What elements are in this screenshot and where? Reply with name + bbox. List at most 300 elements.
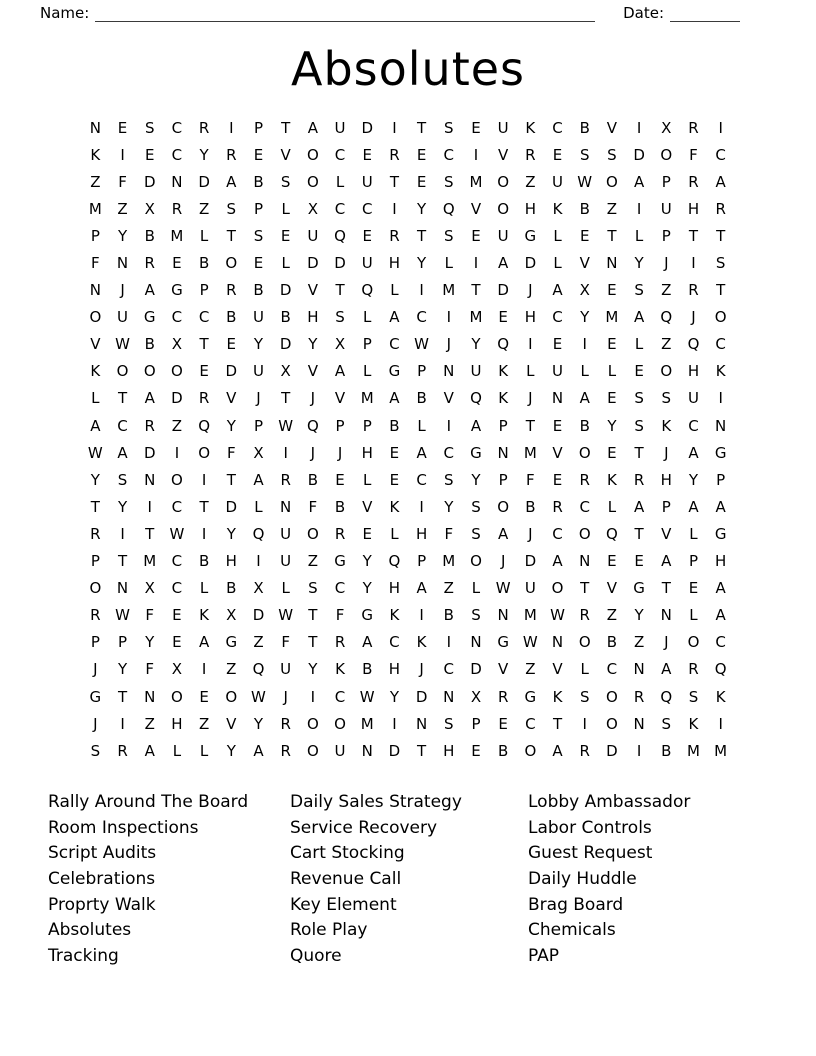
grid-letter: I: [283, 443, 288, 462]
grid-letter: A: [144, 389, 155, 408]
grid-letter: G: [470, 443, 482, 462]
grid-letter: W: [577, 172, 593, 191]
grid-letter: K: [552, 687, 563, 706]
grid-letter: N: [116, 579, 129, 598]
grid-letter: U: [280, 552, 292, 571]
grid-letter: L: [199, 226, 209, 245]
grid-letter: L: [281, 579, 290, 598]
grid-letter: L: [689, 606, 698, 625]
grid-letter: E: [362, 524, 372, 543]
grid-letter: R: [144, 416, 155, 435]
grid-letter: S: [579, 145, 590, 164]
grid-letter: U: [361, 172, 373, 191]
grid-letter: S: [688, 687, 699, 706]
grid-letter: O: [171, 687, 183, 706]
grid-letter: N: [144, 470, 156, 489]
date-label: Date:: [623, 4, 664, 22]
grid-letter: S: [634, 281, 644, 300]
grid-letter: C: [171, 552, 183, 571]
grid-letter: T: [661, 579, 671, 598]
grid-letter: Y: [389, 687, 399, 706]
grid-letter: O: [225, 687, 238, 706]
grid-letter: B: [334, 497, 346, 516]
grid-letter: O: [89, 579, 102, 598]
grid-letter: S: [117, 470, 128, 489]
grid-letter: A: [389, 389, 400, 408]
grid-letter: Z: [198, 199, 210, 218]
grid-letter: U: [280, 660, 292, 679]
grid-letter: H: [687, 199, 700, 218]
grid-letter: O: [143, 362, 156, 381]
grid-letter: B: [661, 741, 672, 760]
grid-letter: B: [198, 254, 210, 273]
grid-letter: Z: [117, 199, 128, 218]
grid-letter: O: [578, 633, 591, 652]
grid-letter: A: [470, 416, 482, 435]
grid-letter: J: [337, 443, 343, 462]
grid-letter: A: [633, 308, 645, 327]
grid-letter: J: [691, 308, 696, 327]
grid-letter: E: [634, 552, 644, 571]
grid-letter: I: [201, 470, 207, 489]
grid-letter: L: [553, 226, 562, 245]
grid-letter: T: [471, 281, 481, 300]
grid-letter: X: [579, 281, 590, 300]
grid-letter: E: [552, 335, 563, 354]
grid-letter: A: [144, 281, 155, 300]
grid-letter: X: [334, 335, 346, 354]
grid-letter: L: [689, 524, 698, 543]
grid-letter: R: [90, 524, 101, 543]
grid-letter: C: [443, 660, 455, 679]
grid-letter: N: [171, 172, 183, 191]
grid-letter: S: [661, 389, 672, 408]
grid-letter: Y: [362, 552, 372, 571]
grid-letter: E: [498, 714, 508, 733]
grid-letter: S: [335, 308, 345, 327]
grid-letter: L: [580, 660, 589, 679]
grid-letter: M: [605, 308, 619, 327]
grid-letter: D: [171, 389, 183, 408]
grid-letter: O: [306, 741, 319, 760]
grid-letter: O: [470, 552, 482, 571]
grid-letter: Y: [226, 524, 236, 543]
grid-letter: V: [280, 145, 291, 164]
grid-letter: T: [716, 281, 726, 300]
grid-letter: E: [253, 254, 264, 273]
grid-letter: N: [415, 714, 428, 733]
grid-letter: I: [473, 145, 479, 164]
grid-letter: B: [144, 226, 155, 245]
grid-letter: O: [306, 172, 319, 191]
grid-letter: Q: [442, 199, 455, 218]
grid-letter: C: [334, 199, 346, 218]
grid-letter: S: [471, 497, 481, 516]
word-list-item: Labor Controls: [528, 817, 652, 838]
grid-letter: R: [226, 281, 237, 300]
word-list-item: Service Recovery: [290, 817, 438, 838]
grid-letter: O: [606, 687, 618, 706]
grid-letter: A: [389, 308, 400, 327]
grid-letter: C: [334, 579, 346, 598]
grid-letter: T: [199, 497, 209, 516]
grid-letter: B: [362, 660, 373, 679]
grid-letter: H: [524, 199, 536, 218]
grid-letter: C: [389, 335, 400, 354]
grid-letter: F: [145, 660, 155, 679]
grid-letter: I: [582, 335, 587, 354]
grid-letter: C: [443, 145, 455, 164]
grid-letter: N: [361, 741, 373, 760]
grid-letter: N: [144, 687, 156, 706]
grid-letter: I: [446, 416, 451, 435]
grid-letter: P: [253, 199, 263, 218]
grid-letter: C: [171, 308, 183, 327]
grid-letter: K: [498, 362, 509, 381]
grid-letter: D: [225, 362, 238, 381]
grid-letter: S: [444, 118, 454, 137]
grid-letter: C: [416, 308, 427, 327]
grid-letter: I: [636, 741, 642, 760]
grid-letter: J: [310, 389, 316, 408]
grid-letter: Z: [171, 416, 183, 435]
grid-letter: C: [715, 335, 726, 354]
grid-letter: E: [199, 362, 209, 381]
grid-letter: M: [88, 199, 102, 218]
grid-letter: S: [280, 172, 291, 191]
grid-letter: O: [606, 172, 618, 191]
grid-letter: K: [389, 497, 400, 516]
grid-letter: G: [334, 552, 346, 571]
grid-letter: F: [145, 606, 155, 625]
grid-letter: L: [363, 308, 372, 327]
grid-letter: I: [174, 443, 180, 462]
grid-letter: K: [715, 687, 726, 706]
grid-letter: O: [116, 362, 129, 381]
grid-letter: R: [389, 145, 400, 164]
grid-letter: B: [226, 308, 237, 327]
word-list-item: Script Audits: [48, 843, 157, 864]
grid-letter: O: [687, 633, 700, 652]
grid-letter: L: [335, 172, 345, 191]
grid-letter: E: [579, 226, 590, 245]
grid-letter: L: [444, 254, 453, 273]
grid-letter: J: [310, 443, 316, 462]
grid-letter: L: [634, 335, 644, 354]
grid-letter: N: [715, 416, 727, 435]
grid-letter: X: [661, 118, 672, 137]
grid-letter: E: [389, 470, 400, 489]
grid-letter: L: [172, 741, 182, 760]
grid-letter: M: [170, 226, 184, 245]
puzzle-title: Absolutes: [290, 42, 525, 96]
grid-letter: U: [497, 226, 509, 245]
grid-letter: Z: [633, 633, 645, 652]
grid-letter: Y: [417, 254, 427, 273]
word-list-item: Role Play: [290, 920, 368, 941]
grid-letter: K: [90, 145, 101, 164]
grid-letter: W: [550, 606, 565, 625]
grid-letter: L: [390, 281, 399, 300]
grid-letter: K: [688, 714, 699, 733]
grid-letter: P: [498, 416, 508, 435]
grid-letter: G: [714, 443, 727, 462]
name-blank-line: [95, 6, 595, 22]
grid-letter: J: [528, 389, 533, 408]
grid-letter: D: [143, 172, 156, 191]
grid-letter: C: [389, 633, 400, 652]
grid-letter: A: [552, 281, 563, 300]
grid-letter: A: [688, 497, 699, 516]
grid-letter: Q: [660, 687, 673, 706]
grid-letter: E: [607, 552, 617, 571]
grid-letter: Z: [144, 714, 155, 733]
grid-letter: K: [715, 362, 726, 381]
grid-letter: I: [528, 335, 533, 354]
grid-letter: T: [634, 443, 644, 462]
grid-letter: Q: [470, 389, 482, 408]
grid-letter: Q: [660, 308, 673, 327]
word-list: [0, 790, 816, 969]
grid-letter: Y: [117, 226, 128, 245]
word-list-item: Tracking: [48, 945, 119, 966]
grid-letter: D: [470, 660, 482, 679]
grid-letter: H: [687, 362, 700, 381]
grid-letter: R: [688, 118, 699, 137]
grid-letter: R: [715, 199, 726, 218]
grid-letter: V: [579, 254, 590, 273]
grid-letter: Z: [198, 714, 210, 733]
grid-letter: W: [414, 335, 430, 354]
grid-letter: O: [606, 714, 618, 733]
grid-letter: R: [280, 714, 291, 733]
grid-letter: P: [335, 416, 345, 435]
grid-letter: A: [253, 470, 264, 489]
grid-letter: R: [144, 254, 155, 273]
grid-letter: S: [579, 687, 590, 706]
grid-letter: S: [715, 254, 726, 273]
grid-letter: O: [171, 470, 183, 489]
grid-letter: F: [444, 524, 454, 543]
grid-letter: D: [334, 254, 346, 273]
grid-letter: H: [388, 579, 401, 598]
grid-letter: P: [661, 497, 671, 516]
grid-letter: S: [444, 226, 454, 245]
grid-letter: C: [443, 443, 455, 462]
grid-letter: N: [551, 389, 564, 408]
grid-letter: O: [306, 524, 319, 543]
grid-letter: I: [419, 281, 424, 300]
grid-letter: T: [117, 552, 128, 571]
grid-letter: U: [470, 362, 482, 381]
grid-letter: S: [253, 226, 264, 245]
grid-letter: V: [498, 660, 509, 679]
grid-letter: O: [660, 145, 673, 164]
grid-letter: Q: [687, 335, 700, 354]
grid-letter: U: [660, 199, 672, 218]
grid-letter: J: [283, 687, 288, 706]
grid-letter: N: [633, 714, 645, 733]
grid-letter: Z: [443, 579, 454, 598]
grid-letter: U: [687, 389, 699, 408]
grid-letter: Z: [606, 606, 618, 625]
grid-letter: A: [715, 579, 726, 598]
grid-letter: B: [253, 281, 264, 300]
grid-letter: H: [715, 552, 727, 571]
grid-letter: Q: [198, 416, 210, 435]
grid-letter: K: [552, 199, 563, 218]
grid-letter: Y: [117, 497, 128, 516]
grid-letter: J: [500, 552, 506, 571]
grid-letter: J: [120, 281, 125, 300]
grid-letter: S: [471, 606, 481, 625]
word-list-item: Revenue Call: [290, 869, 402, 890]
grid-letter: O: [660, 362, 673, 381]
grid-letter: Q: [497, 335, 510, 354]
grid-letter: G: [171, 281, 183, 300]
grid-letter: K: [90, 362, 101, 381]
grid-letter: O: [306, 145, 319, 164]
grid-letter: T: [716, 226, 726, 245]
word-list-item: Lobby Ambassador: [528, 792, 691, 813]
grid-letter: X: [226, 606, 237, 625]
grid-letter: F: [226, 443, 236, 462]
grid-letter: G: [143, 308, 156, 327]
grid-letter: V: [226, 389, 237, 408]
grid-letter: O: [334, 714, 346, 733]
grid-letter: A: [552, 552, 563, 571]
grid-letter: E: [172, 254, 182, 273]
grid-letter: A: [715, 497, 726, 516]
grid-letter: E: [552, 416, 563, 435]
grid-letter: S: [607, 145, 617, 164]
grid-letter: L: [363, 470, 372, 489]
grid-letter: R: [198, 389, 210, 408]
grid-letter: L: [634, 226, 644, 245]
grid-letter: K: [498, 389, 509, 408]
grid-letter: R: [688, 172, 699, 191]
grid-letter: Y: [253, 714, 264, 733]
word-list-item: Daily Huddle: [528, 869, 637, 890]
word-list-item: Guest Request: [528, 843, 653, 864]
grid-letter: N: [660, 606, 672, 625]
grid-letter: V: [362, 497, 373, 516]
grid-letter: N: [89, 281, 101, 300]
grid-letter: R: [497, 687, 509, 706]
grid-letter: W: [87, 443, 103, 462]
grid-letter: S: [90, 741, 101, 760]
word-list-column: [48, 790, 290, 969]
grid-letter: J: [528, 281, 533, 300]
grid-letter: G: [361, 606, 374, 625]
grid-letter: S: [226, 199, 237, 218]
grid-letter: I: [718, 389, 723, 408]
grid-letter: B: [606, 633, 618, 652]
grid-letter: K: [525, 118, 536, 137]
grid-letter: P: [688, 552, 698, 571]
grid-letter: W: [169, 524, 185, 543]
grid-letter: E: [498, 308, 508, 327]
grid-letter: R: [226, 145, 237, 164]
grid-letter: F: [689, 145, 698, 164]
grid-letter: R: [579, 606, 590, 625]
grid-letter: U: [497, 118, 509, 137]
grid-letter: V: [470, 199, 482, 218]
grid-letter: E: [607, 389, 617, 408]
grid-letter: C: [334, 687, 346, 706]
grid-letter: L: [471, 579, 481, 598]
grid-letter: Z: [226, 660, 237, 679]
word-list-item: Key Element: [290, 894, 397, 915]
grid-letter: N: [579, 552, 591, 571]
grid-letter: Y: [199, 145, 209, 164]
grid-letter: V: [552, 660, 563, 679]
grid-letter: Z: [525, 660, 536, 679]
grid-letter: Y: [634, 606, 644, 625]
grid-letter: F: [335, 606, 345, 625]
grid-letter: I: [256, 552, 261, 571]
grid-letter: E: [607, 335, 617, 354]
grid-letter: I: [120, 714, 125, 733]
date-blank-line: [670, 6, 740, 22]
grid-letter: V: [90, 335, 101, 354]
grid-letter: P: [716, 470, 726, 489]
grid-letter: X: [171, 660, 183, 679]
grid-letter: D: [198, 172, 210, 191]
grid-letter: Y: [688, 470, 699, 489]
grid-letter: Q: [714, 660, 727, 679]
grid-letter: L: [390, 524, 399, 543]
grid-letter: O: [578, 524, 591, 543]
grid-letter: G: [714, 524, 727, 543]
grid-letter: U: [307, 226, 319, 245]
grid-letter: E: [688, 579, 699, 598]
grid-letter: X: [144, 579, 155, 598]
grid-letter: U: [280, 524, 292, 543]
grid-letter: M: [360, 389, 374, 408]
grid-letter: R: [688, 281, 699, 300]
grid-letter: B: [280, 308, 291, 327]
grid-letter: E: [172, 633, 182, 652]
grid-letter: P: [471, 714, 481, 733]
grid-letter: C: [416, 470, 427, 489]
grid-letter: C: [361, 199, 373, 218]
grid-letter: E: [416, 145, 427, 164]
grid-letter: L: [281, 199, 290, 218]
grid-letter: A: [334, 362, 346, 381]
grid-letter: U: [252, 362, 264, 381]
grid-letter: C: [171, 497, 183, 516]
grid-letter: D: [524, 552, 537, 571]
grid-letter: N: [633, 660, 645, 679]
grid-letter: D: [143, 443, 156, 462]
grid-letter: G: [388, 362, 401, 381]
grid-letter: B: [498, 741, 509, 760]
grid-letter: N: [443, 687, 455, 706]
grid-letter: P: [253, 118, 263, 137]
grid-letter: I: [392, 118, 397, 137]
grid-letter: I: [147, 497, 152, 516]
grid-letter: X: [253, 443, 264, 462]
grid-letter: Y: [308, 335, 318, 354]
grid-letter: U: [552, 172, 564, 191]
grid-letter: J: [664, 254, 669, 273]
grid-letter: R: [688, 660, 699, 679]
grid-letter: A: [661, 660, 672, 679]
grid-letter: G: [225, 633, 238, 652]
grid-letter: P: [498, 470, 508, 489]
grid-letter: N: [116, 254, 129, 273]
